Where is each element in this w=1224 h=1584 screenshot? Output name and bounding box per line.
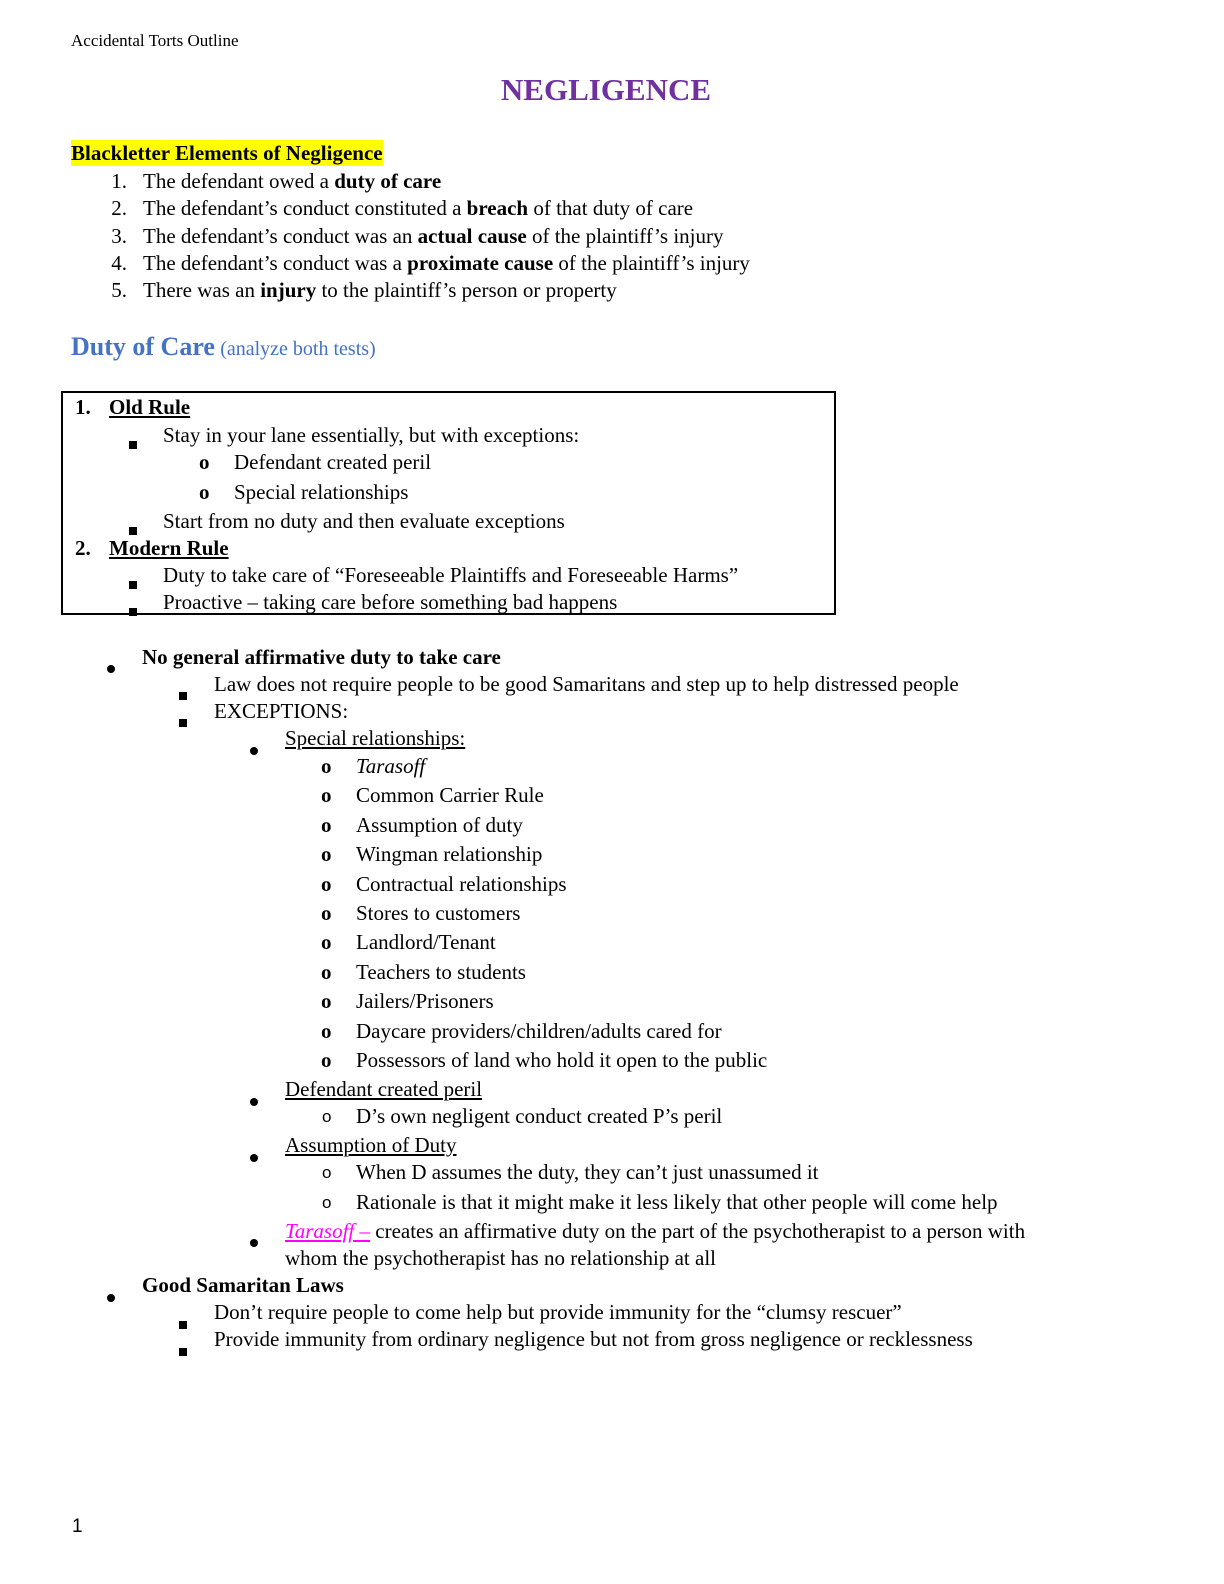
square-bullet-icon xyxy=(179,708,187,733)
bullet-text: Proactive – taking care before something bad happens xyxy=(163,590,618,614)
item-key-term: injury xyxy=(260,278,317,303)
bullet-text: Start from no duty and then evaluate exceptions xyxy=(163,509,565,533)
section-heading xyxy=(71,332,376,362)
item-text: The defendant’s conduct was an xyxy=(143,223,418,248)
running-header: Accidental Torts Outline xyxy=(71,31,239,50)
circle-bullet-icon: o xyxy=(322,1193,332,1212)
square-bullet-icon xyxy=(179,681,187,706)
item-text: of the plaintiff’s injury xyxy=(553,250,750,275)
outline-heading: Good Samaritan Laws xyxy=(142,1273,344,1297)
bullet-text: creates an affirmative duty on the part of the psychotherapist to a person with xyxy=(370,1219,1026,1243)
item-text: There was an xyxy=(143,278,261,303)
round-bullet-icon xyxy=(107,1283,115,1308)
circle-bullet-icon: o xyxy=(199,480,210,504)
item-number: 4. xyxy=(111,250,127,275)
round-bullet-icon xyxy=(250,1087,258,1112)
square-bullet-icon xyxy=(129,430,137,455)
circle-bullet-icon: o xyxy=(321,813,332,837)
circle-bullet-icon: o xyxy=(199,450,210,474)
rules-box xyxy=(61,391,836,615)
circle-bullet-icon: o xyxy=(321,1019,332,1043)
bullet-text: Provide immunity from ordinary negligence but not from gross negligence or recklessness xyxy=(214,1327,973,1351)
bullet-text: Defendant created peril xyxy=(234,450,432,474)
item-text: of the plaintiff’s injury xyxy=(526,223,724,248)
item-key-term: duty of care xyxy=(334,169,442,193)
item-text: The defendant owed a xyxy=(143,169,335,193)
square-bullet-icon xyxy=(179,1310,187,1335)
circle-bullet-icon: o xyxy=(321,901,332,925)
square-bullet-icon xyxy=(129,570,137,595)
bullet-text: EXCEPTIONS: xyxy=(214,699,349,723)
bullet-text: Duty to take care of “Foreseeable Plaintiffs and Foreseeable Harms” xyxy=(163,563,739,587)
item-text: The defendant’s conduct was a xyxy=(143,250,408,275)
round-bullet-icon xyxy=(250,1228,258,1253)
bullet-text: Don’t require people to come help but provide immunity for the “clumsy rescuer” xyxy=(214,1300,902,1324)
special-relationship-item: Common Carrier Rule xyxy=(356,783,544,807)
tarasoff-link[interactable]: Tarasoff – xyxy=(285,1219,371,1243)
circle-bullet-icon: o xyxy=(322,1107,332,1126)
circle-bullet-icon: o xyxy=(321,872,332,896)
special-relationship-item: Jailers/Prisoners xyxy=(356,989,494,1013)
section-subtitle: (analyze both tests) xyxy=(220,338,376,360)
item-key-term: actual cause xyxy=(417,223,527,248)
item-number: 1. xyxy=(111,169,127,193)
special-relationship-item: Contractual relationships xyxy=(356,872,567,896)
bullet-text: Stay in your lane essentially, but with exceptions: xyxy=(163,423,580,447)
special-relationship-item: Daycare providers/children/adults cared for xyxy=(356,1019,722,1043)
special-relationship-item: Tarasoff xyxy=(356,754,426,778)
section-title: Duty of Care xyxy=(71,332,215,361)
subheading: Special relationships: xyxy=(285,726,466,750)
item-text: The defendant’s conduct constituted a xyxy=(143,196,467,221)
item-number: 3. xyxy=(111,223,127,248)
circle-bullet-icon: o xyxy=(322,1163,332,1182)
item-key-term: breach xyxy=(466,196,529,221)
round-bullet-icon xyxy=(250,1143,258,1168)
item-text: of that duty of care xyxy=(528,196,694,221)
item-key-term: proximate cause xyxy=(407,250,554,275)
rule-number: 1. xyxy=(75,395,91,419)
special-relationship-item: Wingman relationship xyxy=(356,842,543,866)
item-number: 5. xyxy=(111,278,127,303)
elements-heading: Blackletter Elements of Negligence xyxy=(71,141,383,165)
bullet-text: Rationale is that it might make it less likely that other people will come help xyxy=(356,1190,998,1214)
circle-bullet-icon: o xyxy=(321,783,332,807)
circle-bullet-icon: o xyxy=(321,1048,332,1072)
special-relationship-item: Teachers to students xyxy=(356,960,526,984)
item-number: 2. xyxy=(111,196,127,221)
page-title: NEGLIGENCE xyxy=(500,72,712,107)
circle-bullet-icon: o xyxy=(321,930,332,954)
circle-bullet-icon: o xyxy=(321,754,332,778)
special-relationship-item: Possessors of land who hold it open to the public xyxy=(356,1048,768,1072)
circle-bullet-icon: o xyxy=(321,989,332,1013)
special-relationship-item: Landlord/Tenant xyxy=(356,930,496,954)
item-text: to the plaintiff’s person or property xyxy=(316,278,617,303)
bullet-text: When D assumes the duty, they can’t just unassumed it xyxy=(356,1160,819,1184)
circle-bullet-icon: o xyxy=(321,842,332,866)
subheading: Defendant created peril xyxy=(285,1077,483,1101)
bullet-text: Special relationships xyxy=(234,480,409,504)
special-relationship-item: Assumption of duty xyxy=(356,813,523,837)
circle-bullet-icon: o xyxy=(321,960,332,984)
old-rule-title: Old Rule xyxy=(109,395,191,419)
modern-rule-title: Modern Rule xyxy=(109,536,229,560)
tarasoff-paragraph xyxy=(285,1219,1025,1244)
page-number: 1 xyxy=(72,1516,83,1537)
round-bullet-icon xyxy=(250,736,258,761)
rule-number: 2. xyxy=(75,536,91,560)
bullet-text: whom the psychotherapist has no relationship at all xyxy=(285,1246,716,1270)
square-bullet-icon xyxy=(129,597,137,622)
subheading: Assumption of Duty xyxy=(285,1133,457,1157)
outline-heading: No general affirmative duty to take care xyxy=(142,645,501,669)
bullet-text: Law does not require people to be good Samaritans and step up to help distressed people xyxy=(214,672,959,696)
special-relationship-item: Stores to customers xyxy=(356,901,521,925)
round-bullet-icon xyxy=(107,654,115,679)
bullet-text: D’s own negligent conduct created P’s peril xyxy=(356,1104,723,1128)
square-bullet-icon xyxy=(179,1337,187,1362)
